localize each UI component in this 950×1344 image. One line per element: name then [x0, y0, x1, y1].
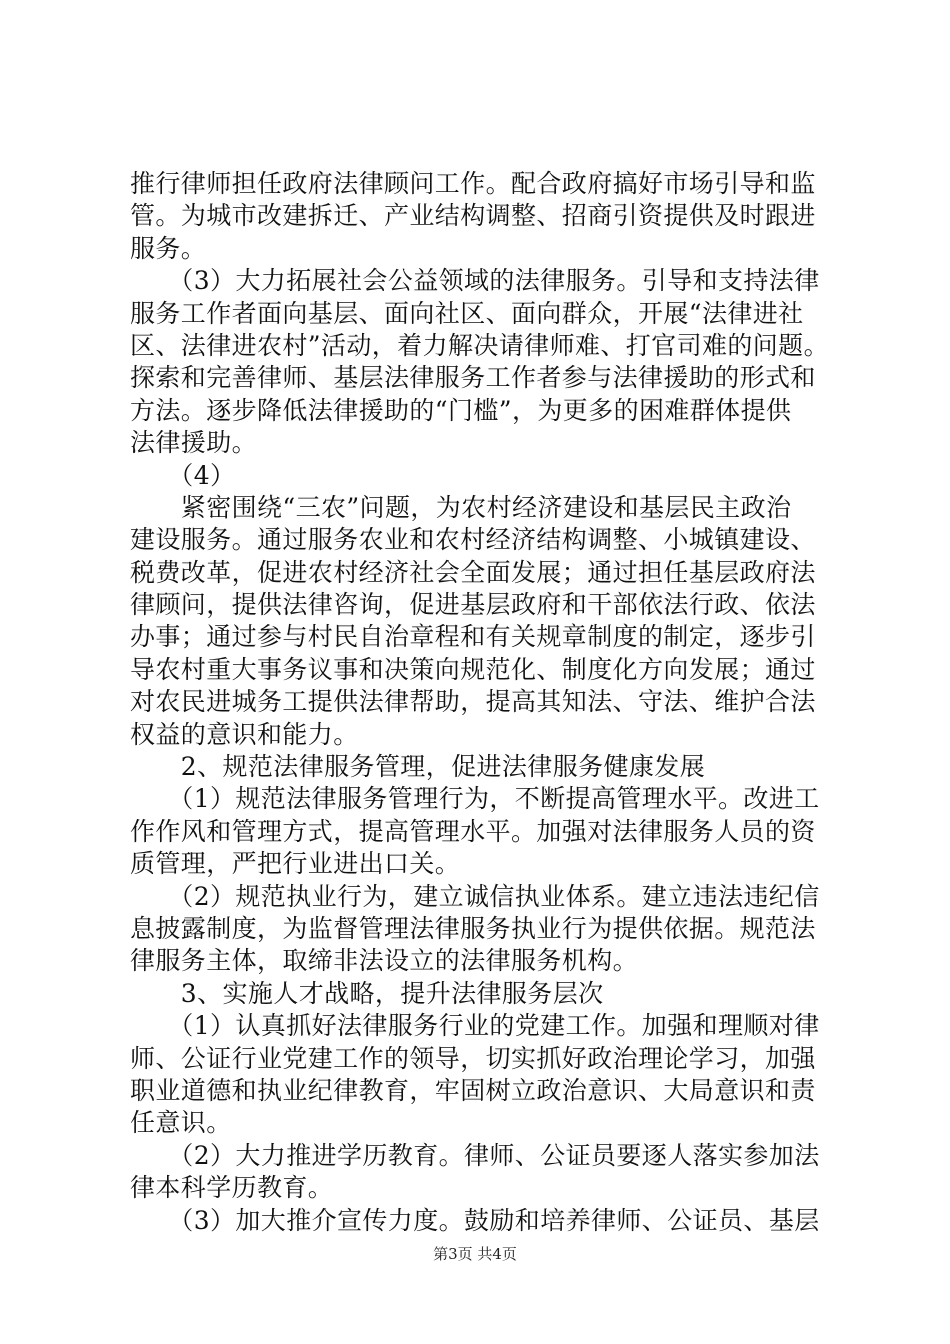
page-footer: 第3页 共4页 — [433, 1245, 517, 1263]
section-heading: 2、规范法律服务管理，促进法律服务健康发展 — [130, 752, 706, 782]
text-line: （2）大力推进学历教育。律师、公证员要逐人落实参加法 — [130, 1140, 820, 1170]
text-line: 管。为城市改建拆迁、产业结构调整、招商引资提供及时跟进 — [130, 201, 816, 231]
text-line: 律本科学历教育。 — [130, 1173, 334, 1203]
text-line: 师、公证行业党建工作的领导，切实抓好政治理论学习，加强 — [130, 1043, 816, 1073]
text-line: 服务。 — [130, 233, 207, 263]
text-line: 税费改革，促进农村经济社会全面发展；通过担任基层政府法 — [130, 557, 816, 587]
text-line: 律顾问，提供法律咨询，促进基层政府和干部依法行政、依法 — [130, 590, 816, 620]
text-line: （1）规范法律服务管理行为，不断提高管理水平。改进工 — [130, 784, 820, 814]
text-line: 导农村重大事务议事和决策向规范化、制度化方向发展；通过 — [130, 654, 816, 684]
text-line: 息披露制度，为监督管理法律服务执业行为提供依据。规范法 — [130, 913, 816, 943]
text-line: （3）大力拓展社会公益领域的法律服务。引导和支持法律 — [130, 266, 820, 296]
text-line: （1）认真抓好法律服务行业的党建工作。加强和理顺对律 — [130, 1011, 820, 1041]
body-text — [130, 168, 836, 1237]
text-line: 法律援助。 — [130, 428, 258, 458]
text-line: 权益的意识和能力。 — [130, 719, 359, 749]
section-heading: 3、实施人才战略，提升法律服务层次 — [130, 978, 604, 1008]
text-line: （3）加大推介宣传力度。鼓励和培养律师、公证员、基层 — [130, 1205, 820, 1235]
text-line: 作作风和管理方式，提高管理水平。加强对法律服务人员的资 — [130, 816, 816, 846]
text-line: （2）规范执业行为，建立诚信执业体系。建立违法违纪信 — [130, 881, 820, 911]
text-line: 方法。逐步降低法律援助的“门槛”，为更多的困难群体提供 — [130, 395, 792, 425]
text-line: 任意识。 — [130, 1108, 232, 1138]
text-line: 建设服务。通过服务农业和农村经济结构调整、小城镇建设、 — [130, 525, 816, 555]
text-line: 律服务主体，取缔非法设立的法律服务机构。 — [130, 946, 639, 976]
text-line: 探索和完善律师、基层法律服务工作者参与法律援助的形式和 — [130, 363, 816, 393]
text-line: 推行律师担任政府法律顾问工作。配合政府搞好市场引导和监 — [130, 169, 816, 198]
text-line: 对农民进城务工提供法律帮助，提高其知法、守法、维护合法 — [130, 687, 816, 717]
text-line: 职业道德和执业纪律教育，牢固树立政治意识、大局意识和责 — [130, 1075, 816, 1105]
text-line: 服务工作者面向基层、面向社区、面向群众，开展“法律进社 — [130, 298, 804, 328]
text-line: 质管理，严把行业进出口关。 — [130, 849, 461, 879]
text-line: （4） — [130, 460, 236, 490]
text-line: 办事；通过参与村民自治章程和有关规章制度的制定，逐步引 — [130, 622, 816, 652]
text-line: 区、法律进农村”活动，着力解决请律师难、打官司难的问题。 — [130, 330, 829, 360]
text-line: 紧密围绕“三农”问题，为农村经济建设和基层民主政治 — [130, 492, 792, 522]
